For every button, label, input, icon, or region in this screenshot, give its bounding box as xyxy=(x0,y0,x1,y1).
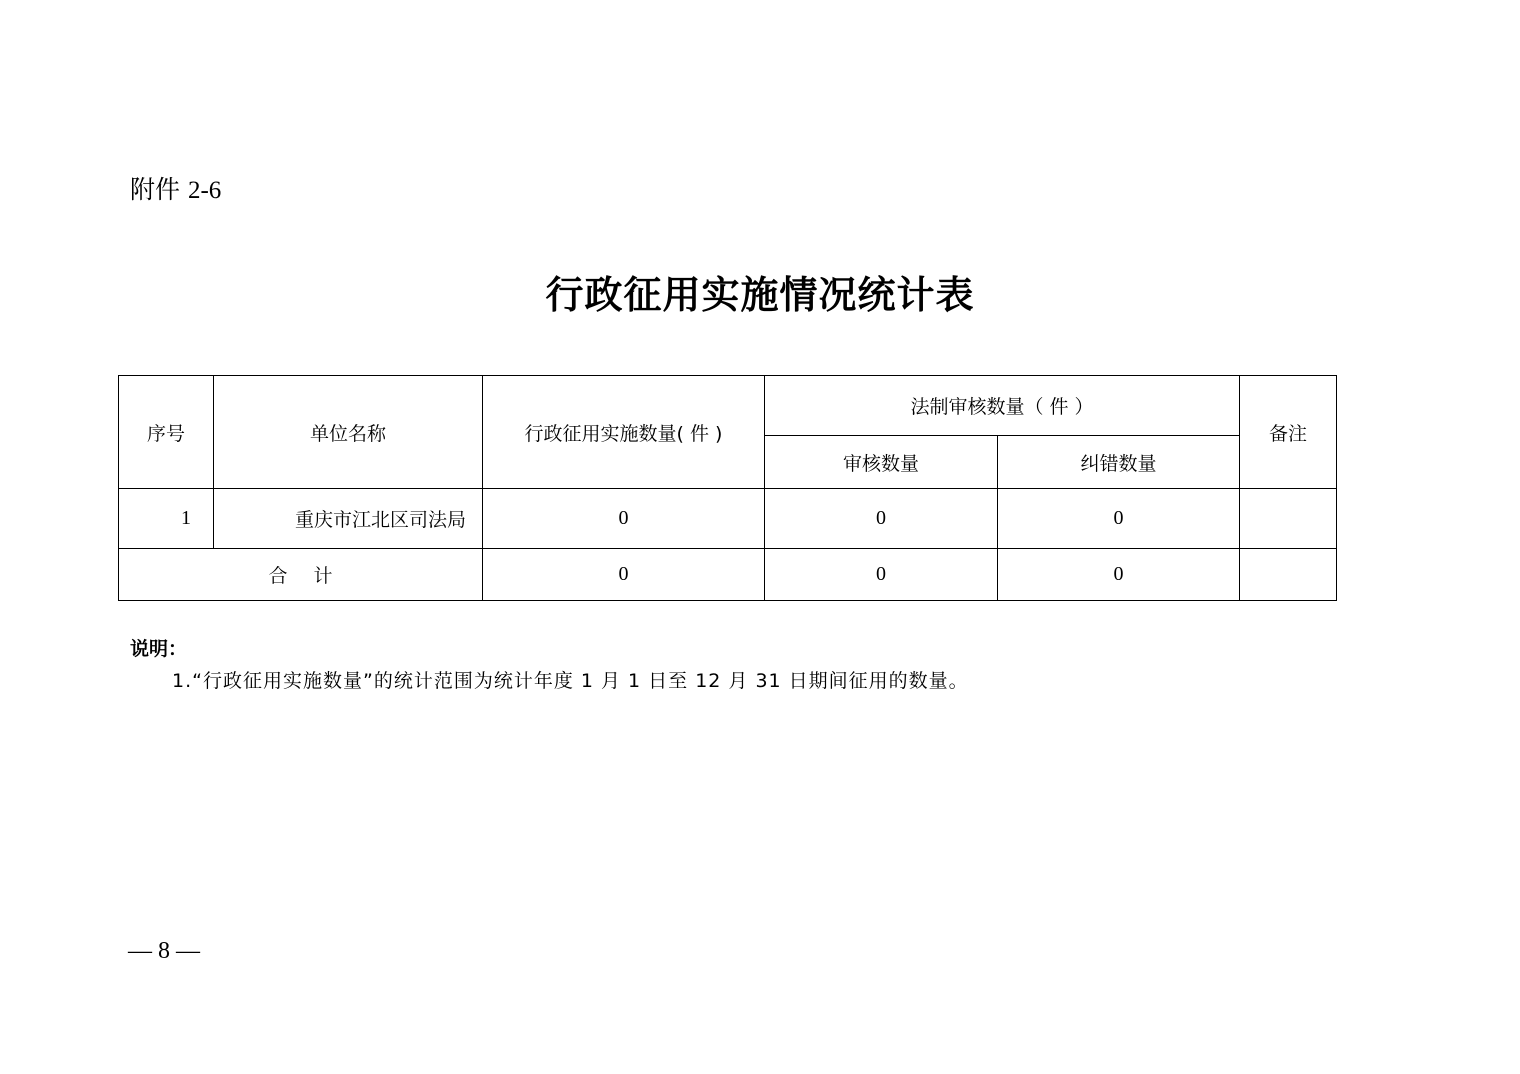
total-label: 合计 xyxy=(119,549,483,601)
header-review-group: 法制审核数量（ 件 ） xyxy=(765,376,1240,436)
row-correction-count: 0 xyxy=(998,489,1240,549)
header-remarks: 备注 xyxy=(1240,376,1337,489)
row-implement-count: 0 xyxy=(483,489,765,549)
header-correction-count: 纠错数量 xyxy=(998,436,1240,489)
table-row xyxy=(119,489,1337,549)
row-review-count: 0 xyxy=(765,489,998,549)
statistics-table xyxy=(118,375,1337,601)
header-review-count: 审核数量 xyxy=(765,436,998,489)
total-review-count: 0 xyxy=(765,549,998,601)
row-seq: 1 xyxy=(119,489,214,549)
notes-heading: 说明： xyxy=(130,638,188,660)
attachment-label xyxy=(130,172,221,209)
total-correction-count: 0 xyxy=(998,549,1240,601)
total-remarks xyxy=(1240,549,1337,601)
header-seq: 序号 xyxy=(119,376,214,489)
page-number: — 8 — xyxy=(128,938,200,964)
notes-item: 1.“行政征用实施数量”的统计范围为统计年度 1 月 1 日至 12 月 31 日期间征用的数量。 xyxy=(172,670,969,692)
attachment-number: 2-6 xyxy=(187,177,222,204)
total-implement-count: 0 xyxy=(483,549,765,601)
page-title: 行政征用实施情况统计表 xyxy=(545,272,975,317)
header-row xyxy=(119,376,1337,436)
total-row xyxy=(119,549,1337,601)
notes-section xyxy=(130,634,969,696)
attachment-prefix: 附件 xyxy=(130,175,181,204)
header-implement-count: 行政征用实施数量( 件 ) xyxy=(483,376,765,489)
row-unit: 重庆市江北区司法局 xyxy=(214,489,483,549)
row-remarks xyxy=(1240,489,1337,549)
header-unit: 单位名称 xyxy=(214,376,483,489)
